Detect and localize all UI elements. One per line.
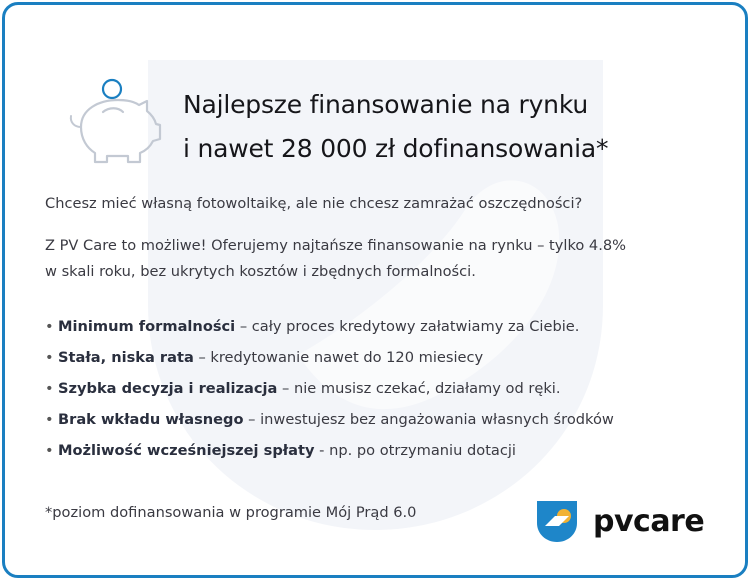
benefit-desc: – inwestujesz bez angażowania własnych środków [243, 411, 614, 428]
pvcare-shield-logo-icon [535, 499, 579, 543]
headline [183, 83, 608, 171]
benefit-desc: – cały proces kredytowy załatwiamy za Ciebie. [235, 318, 580, 335]
benefit-item [45, 435, 614, 466]
benefit-item [45, 373, 614, 404]
benefit-title: Możliwość wcześniejszej spłaty [58, 442, 315, 459]
benefit-title: Stała, niska rata [58, 349, 194, 366]
benefit-desc: – nie musisz czekać, działamy od ręki. [277, 380, 561, 397]
bullet-icon: • [45, 442, 54, 459]
promo-card [2, 2, 748, 578]
intro-question: Chcesz mieć własną fotowoltaikę, ale nie chcesz zamrażać oszczędności? [45, 195, 583, 212]
piggy-bank-icon [63, 75, 173, 165]
benefit-title: Minimum formalności [58, 318, 236, 335]
brand-name: pvcare [593, 503, 705, 539]
benefit-desc: - np. po otrzymaniu dotacji [314, 442, 516, 459]
benefit-title: Szybka decyzja i realizacja [58, 380, 278, 397]
bullet-icon: • [45, 318, 54, 335]
offer-text [45, 233, 626, 285]
benefits-list [45, 311, 614, 466]
bullet-icon: • [45, 349, 54, 366]
benefit-item [45, 311, 614, 342]
headline-line-2: i nawet 28 000 zł dofinansowania* [183, 134, 609, 163]
headline-line-1: Najlepsze finansowanie na rynku [183, 90, 588, 119]
offer-line-2: w skali roku, bez ukrytych kosztów i zbędnych formalności. [45, 263, 476, 280]
bullet-icon: • [45, 411, 54, 428]
offer-line-1: Z PV Care to możliwe! Oferujemy najtańsze finansowanie na rynku – tylko 4.8% [45, 237, 627, 254]
pvcare-logo [535, 499, 704, 543]
benefit-item [45, 404, 614, 435]
footnote: *poziom dofinansowania w programie Mój Prąd 6.0 [45, 504, 417, 521]
benefit-item [45, 342, 614, 373]
bullet-icon: • [45, 380, 54, 397]
benefit-title: Brak wkładu własnego [58, 411, 244, 428]
benefit-desc: – kredytowanie nawet do 120 miesiecy [193, 349, 484, 366]
